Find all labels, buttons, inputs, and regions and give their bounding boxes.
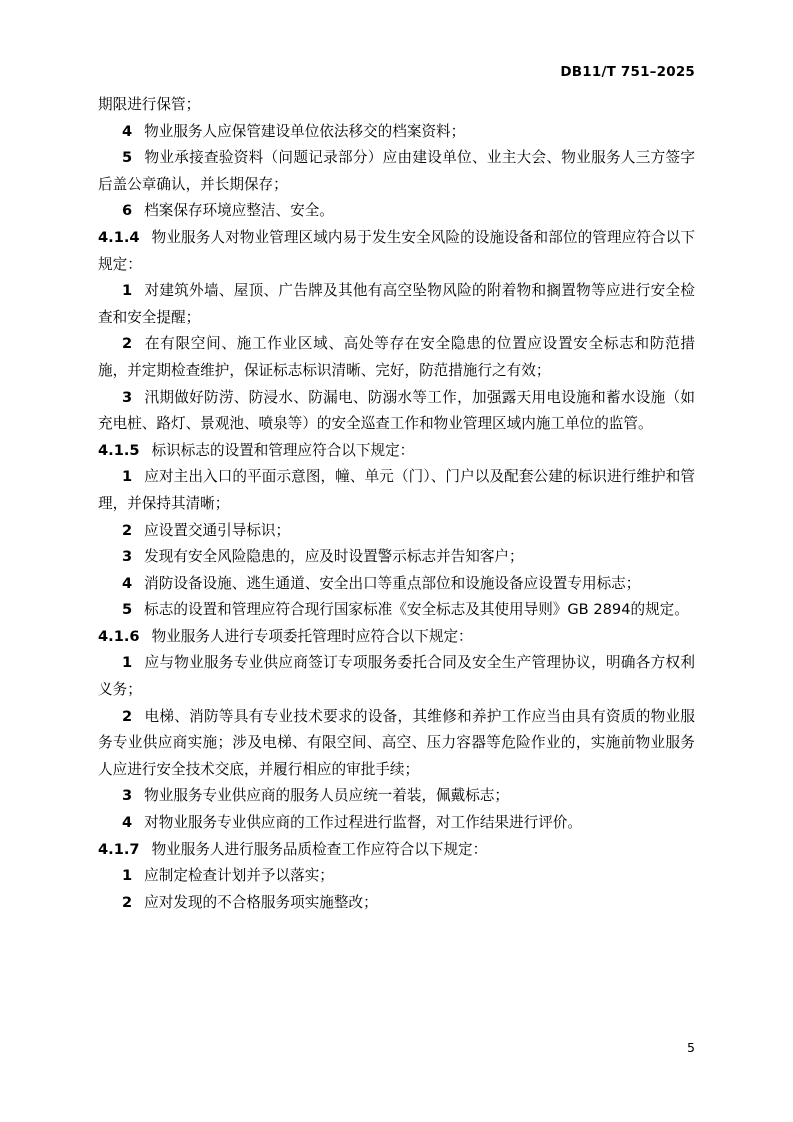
page-number: 5 xyxy=(687,1040,695,1055)
item-text: 汛期做好防涝、防浸水、防漏电、防溺水等工作，加强露天用电设施和蓄水设施（如充电桩、路灯、景观池、喷泉等）的安全巡查工作和物业管理区域内施工单位的监管。 xyxy=(98,388,695,433)
document-body xyxy=(98,92,695,916)
item-number: 1 xyxy=(122,654,133,672)
item-text: 发现有安全风险隐患的，应及时设置警示标志并告知客户； xyxy=(144,548,524,566)
item-text: 物业服务专业供应商的服务人员应统一着装，佩戴标志； xyxy=(144,787,510,805)
section-text: 物业服务人进行专项委托管理时应符合以下规定： xyxy=(151,627,473,645)
item-number: 2 xyxy=(122,893,133,911)
section-text: 物业服务人对物业管理区域内易于发生安全风险的设施设备和部位的管理应符合以下规定： xyxy=(98,228,695,273)
section-text: 物业服务人进行服务品质检查工作应符合以下规定： xyxy=(151,840,488,858)
item-number: 4 xyxy=(122,574,133,592)
section-number: 4.1.5 xyxy=(98,441,140,459)
list-item xyxy=(98,119,695,146)
item-text: 应对发现的不合格服务项实施整改； xyxy=(144,893,378,911)
item-number: 1 xyxy=(122,867,133,885)
list-item xyxy=(98,704,695,784)
item-text: 在有限空间、施工作业区域、高处等存在安全隐患的位置应设置安全标志和防范措施，并定期检查维护，保证标志标识清晰、完好，防范措施行之有效； xyxy=(98,335,695,379)
item-text: 应对主出入口的平面示意图，幢、单元（门）、门户以及配套公建的标识进行维护和管理，并保持其清晰； xyxy=(98,468,695,512)
list-item xyxy=(98,863,695,890)
item-text: 对建筑外墙、屋顶、广告牌及其他有高空坠物风险的附着物和搁置物等应进行安全检查和安全提醒； xyxy=(98,282,695,326)
section-4-1-4 xyxy=(98,225,695,278)
list-item xyxy=(98,198,695,225)
item-number: 2 xyxy=(122,521,133,539)
list-item xyxy=(98,650,695,703)
continued-text: 期限进行保管； xyxy=(98,96,201,113)
item-text: 对物业服务专业供应商的工作过程进行监督，对工作结果进行评价。 xyxy=(144,814,582,832)
item-text: 标志的设置和管理应符合现行国家标准《安全标志及其使用导则》GB 2894的规定。 xyxy=(144,601,689,619)
item-text: 应设置交通引导标识； xyxy=(144,521,291,539)
item-number: 3 xyxy=(122,787,133,805)
list-item xyxy=(98,145,695,198)
item-text: 应与物业服务专业供应商签订专项服务委托合同及安全生产管理协议，明确各方权利义务； xyxy=(98,654,695,699)
list-item xyxy=(98,544,695,571)
item-number: 2 xyxy=(122,335,133,353)
section-number: 4.1.7 xyxy=(98,840,140,858)
item-text: 物业服务人应保管建设单位依法移交的档案资料； xyxy=(144,122,466,140)
list-item xyxy=(98,783,695,810)
list-item xyxy=(98,278,695,331)
section-number: 4.1.4 xyxy=(98,228,140,246)
list-item xyxy=(98,385,695,438)
section-text: 标识标志的设置和管理应符合以下规定： xyxy=(151,441,415,459)
item-number: 6 xyxy=(122,202,133,220)
list-item xyxy=(98,810,695,837)
section-4-1-5 xyxy=(98,438,695,465)
item-number: 1 xyxy=(122,468,133,486)
document-code: DB11/T 751–2025 xyxy=(560,64,695,80)
list-item xyxy=(98,890,695,917)
item-number: 5 xyxy=(122,601,133,619)
item-text: 物业承接查验资料（问题记录部分）应由建设单位、业主大会、物业服务人三方签字后盖公章确认，并长期保存； xyxy=(98,149,695,193)
item-number: 1 xyxy=(122,282,133,300)
list-item xyxy=(98,518,695,545)
section-4-1-7 xyxy=(98,837,695,864)
list-item xyxy=(98,597,695,624)
list-item xyxy=(98,571,695,598)
section-number: 4.1.6 xyxy=(98,627,140,645)
item-text: 应制定检查计划并予以落实； xyxy=(144,867,334,885)
list-item xyxy=(98,331,695,384)
item-text: 消防设备设施、逃生通道、安全出口等重点部位和设施设备应设置专用标志； xyxy=(144,574,641,592)
item-number: 4 xyxy=(122,122,133,140)
item-number: 4 xyxy=(122,814,133,832)
item-text: 电梯、消防等具有专业技术要求的设备，其维修和养护工作应当由具有资质的物业服务专业供应商实施；涉及电梯、有限空间、高空、压力容器等危险作业的，实施前物业服务人应进行安全技术交底，并履行相应的审批手续； xyxy=(98,707,695,778)
item-number: 3 xyxy=(122,388,133,406)
item-number: 2 xyxy=(122,707,133,725)
list-item xyxy=(98,464,695,517)
item-text: 档案保存环境应整洁、安全。 xyxy=(144,202,334,220)
section-4-1-6 xyxy=(98,624,695,651)
item-number: 3 xyxy=(122,548,133,566)
item-number: 5 xyxy=(122,149,133,167)
